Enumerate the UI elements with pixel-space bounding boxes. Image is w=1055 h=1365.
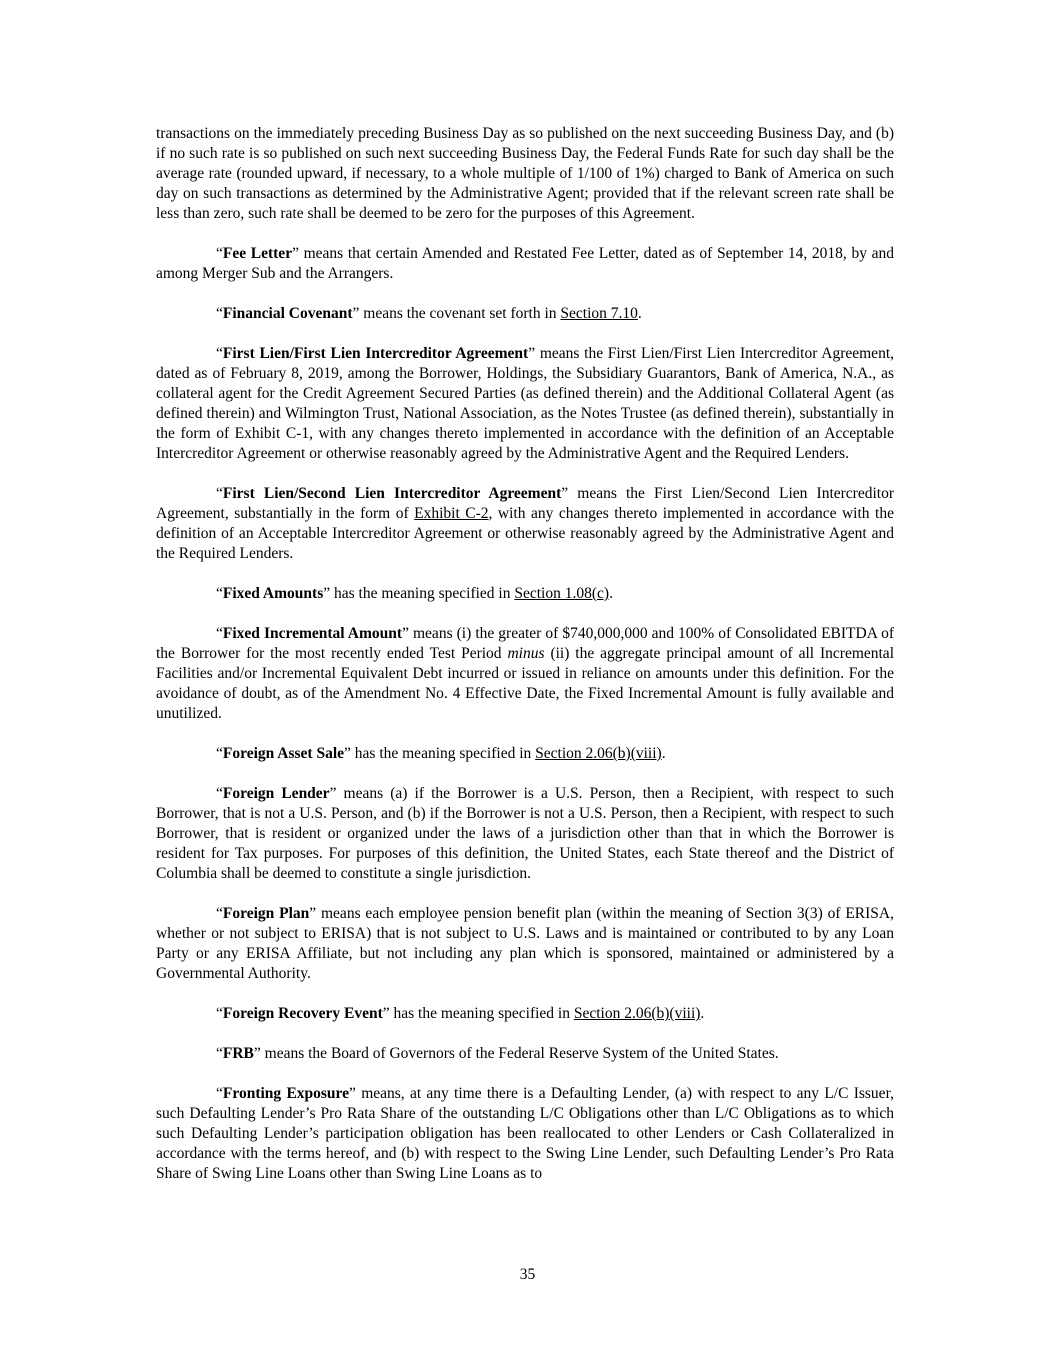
open-quote: “ bbox=[216, 905, 223, 922]
exhibit-reference: Exhibit C-2 bbox=[414, 505, 489, 522]
page-number: 35 bbox=[519, 1266, 536, 1283]
open-quote: “ bbox=[216, 745, 223, 762]
open-quote: “ bbox=[216, 785, 223, 802]
definition-fee-letter bbox=[156, 244, 894, 284]
defined-term: Fee Letter bbox=[222, 245, 293, 262]
definition-fixed-incremental-amount bbox=[156, 624, 894, 724]
definition-text: means the covenant set forth in bbox=[359, 305, 561, 322]
definition-text-tail: . bbox=[661, 745, 666, 762]
open-quote: “ bbox=[216, 625, 223, 642]
close-quote: ” bbox=[349, 1085, 356, 1102]
definition-text-tail: . bbox=[609, 585, 613, 602]
definition-text: means (i) the greater of $740,000,000 and 100% of Consolidated EBITDA of the Borrower for the most recently ended Test Period bbox=[156, 625, 894, 662]
open-quote: “ bbox=[216, 245, 223, 262]
open-quote: “ bbox=[216, 1005, 223, 1022]
open-quote: “ bbox=[216, 585, 223, 602]
close-quote: ” bbox=[561, 485, 569, 502]
section-reference: Section 2.06(b)(viii) bbox=[573, 1005, 701, 1022]
defined-term: Financial Covenant bbox=[222, 305, 353, 322]
close-quote: ” bbox=[309, 905, 317, 922]
definition-fixed-amounts bbox=[156, 584, 894, 604]
defined-term: Fixed Amounts bbox=[222, 585, 324, 602]
section-reference: Section 1.08(c) bbox=[514, 585, 610, 602]
definition-fronting-exposure bbox=[156, 1084, 894, 1184]
definition-text: means the First Lien/Second Lien Intercreditor Agreement, substantially in the form of bbox=[156, 485, 894, 522]
definition-text-tail: , with any changes thereto implemented in accordance with the definition of an Acceptable Intercreditor Agreement or otherwise reasonably agreed by the Administrative Agent and the Required Lenders. bbox=[156, 505, 894, 562]
definition-text: means (a) if the Borrower is a U.S. Person, then a Recipient, with respect to such Borrower, that is not a U.S. Person, and (b) if the Borrower is not a U.S. Person, then a Recipient, with respect to such Borrower, that is resident or organized under the laws of a jurisdiction other than that in which the Borrower is resident for Tax purposes. For purposes of this definition, the United States, each State thereof and the District of Columbia shall be deemed to constitute a single jurisdiction. bbox=[156, 785, 895, 882]
paragraph-federal-funds-continuation: transactions on the immediately preceding Business Day as so published on the next succeeding Business Day, and (b) if no such rate is so published on such next succeeding Business Day, the Federal Funds Rate for such day shall be the average rate (rounded upward, if necessary, to a whole multiple of 1/100 of 1%) charged to Bank of America on such day on such transactions as determined by the Administrative Agent; provided that if the relevant screen rate shall be less than zero, such rate shall be deemed to be zero for the purposes of this Agreement. bbox=[156, 125, 894, 222]
defined-term: Foreign Recovery Event bbox=[222, 1005, 383, 1022]
definition-text: means that certain Amended and Restated Fee Letter, dated as of September 14, 2018, by and among Merger Sub and the Arrangers. bbox=[156, 245, 894, 282]
italic-word: minus bbox=[507, 645, 545, 662]
defined-term: Foreign Lender bbox=[222, 785, 330, 802]
defined-term: First Lien/Second Lien Intercreditor Agreement bbox=[222, 485, 562, 502]
defined-term: FRB bbox=[222, 1045, 254, 1062]
open-quote: “ bbox=[216, 345, 223, 362]
definition-text: means each employee pension benefit plan (within the meaning of Section 3(3) of ERISA, whether or not subject to ERISA) that is not subject to U.S. Laws and is maintained or contributed to by any Loan Party or any ERISA Affiliate, but not including any plan which is sponsored, maintained or administered by a Governmental Authority. bbox=[156, 905, 894, 982]
close-quote: ” bbox=[402, 625, 409, 642]
definition-text: means the Board of Governors of the Federal Reserve System of the United States. bbox=[260, 1045, 779, 1062]
definition-text-tail: . bbox=[700, 1005, 705, 1022]
close-quote: ” bbox=[382, 1005, 390, 1022]
definition-text: has the meaning specified in bbox=[389, 1005, 574, 1022]
open-quote: “ bbox=[216, 485, 223, 502]
definition-first-second-intercreditor bbox=[156, 484, 894, 564]
defined-term: Fronting Exposure bbox=[222, 1085, 350, 1102]
open-quote: “ bbox=[216, 1045, 223, 1062]
close-quote: ” bbox=[329, 785, 337, 802]
definition-foreign-asset-sale bbox=[156, 744, 894, 764]
section-reference: Section 2.06(b)(viii) bbox=[535, 745, 662, 762]
document-page bbox=[156, 124, 894, 1204]
defined-term: Fixed Incremental Amount bbox=[222, 625, 403, 642]
definition-first-first-intercreditor bbox=[156, 344, 894, 464]
definition-financial-covenant bbox=[156, 304, 894, 324]
defined-term: Foreign Plan bbox=[222, 905, 310, 922]
definition-frb bbox=[156, 1044, 894, 1064]
definition-text: means the First Lien/First Lien Intercreditor Agreement, dated as of February 8, 2019, among the Borrower, Holdings, the Subsidiary Guarantors, Bank of America, N.A., as collateral agent for the Credit Agreement Secured Parties (as defined therein) and the Additional Collateral Agent (as defined therein) and Wilmington Trust, National Association, as the Notes Trustee (as defined therein), substantially in the form of Exhibit C-1, with any changes thereto implemented in accordance with the definition of an Acceptable Intercreditor Agreement or otherwise reasonably agreed by the Administrative Agent and the Required Lenders. bbox=[156, 345, 894, 462]
definition-text-tail: (ii) the aggregate principal amount of all Incremental Facilities and/or Incremental Equivalent Debt incurred or issued in reliance on amounts under this definition. For the avoidance of doubt, as of the Amendment No. 4 Effective Date, the Fixed Incremental Amount is fully available and unutilized. bbox=[156, 645, 894, 722]
section-reference: Section 7.10 bbox=[560, 305, 638, 322]
close-quote: ” bbox=[528, 345, 536, 362]
close-quote: ” bbox=[344, 745, 351, 762]
definition-text-tail: . bbox=[637, 305, 642, 322]
definition-text: has the meaning specified in bbox=[330, 585, 515, 602]
definition-text: has the meaning specified in bbox=[350, 745, 536, 762]
close-quote: ” bbox=[352, 305, 360, 322]
definition-foreign-plan bbox=[156, 904, 894, 984]
open-quote: “ bbox=[216, 305, 223, 322]
open-quote: “ bbox=[216, 1085, 223, 1102]
defined-term: First Lien/First Lien Intercreditor Agreement bbox=[222, 345, 529, 362]
close-quote: ” bbox=[323, 585, 331, 602]
definition-foreign-lender bbox=[156, 784, 894, 884]
definition-foreign-recovery-event bbox=[156, 1004, 894, 1024]
close-quote: ” bbox=[292, 245, 299, 262]
close-quote: ” bbox=[253, 1045, 261, 1062]
definition-text: means, at any time there is a Defaulting Lender, (a) with respect to any L/C Issuer, such Defaulting Lender’s Pro Rata Share of the outstanding L/C Obligations other than L/C Obligations as to which such Defaulting Lender’s participation obligation has been reallocated to other Lenders or Cash Collateralized in accordance with the terms hereof, and (b) with respect to the Swing Line Lender, such Defaulting Lender’s Pro Rata Share of Swing Line Loans other than Swing Line Loans as to bbox=[156, 1085, 894, 1182]
defined-term: Foreign Asset Sale bbox=[222, 745, 345, 762]
